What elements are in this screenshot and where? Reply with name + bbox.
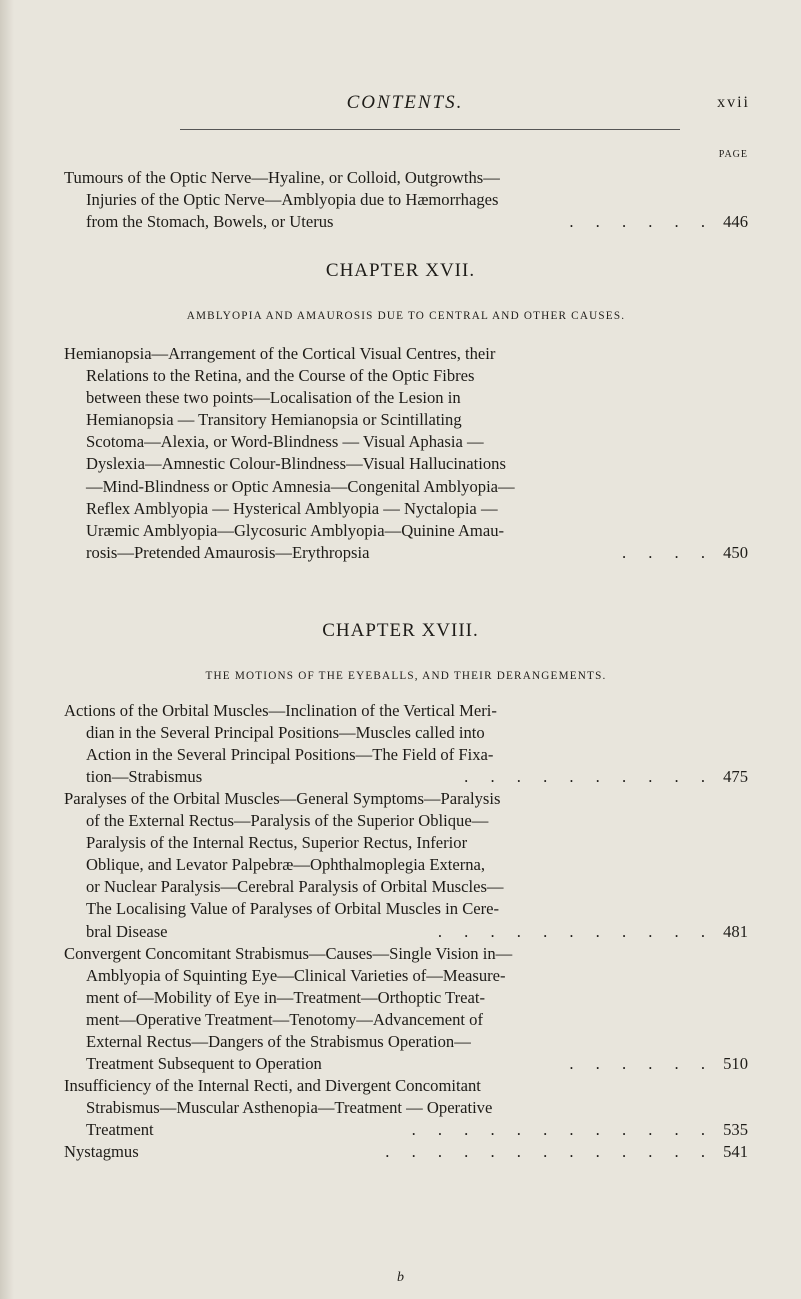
- entry-line: Paralysis of the Internal Rectus, Superior Rectus, Inferior: [86, 833, 468, 853]
- entry-line: The Localising Value of Paralyses of Orbital Muscles in Cere-: [86, 899, 500, 919]
- toc-entry: [64, 788, 748, 943]
- entry-line: Uræmic Amblyopia—Glycosuric Amblyopia—Quinine Amau-: [86, 520, 505, 540]
- entry-page-number: 510: [723, 1054, 748, 1074]
- running-header: [60, 92, 750, 116]
- leader-dots: . . . . . . . . . . . . .: [385, 1142, 714, 1161]
- entry-line: Scotoma—Alexia, or Word-Blindness — Visual Aphasia —: [86, 432, 484, 452]
- toc-entry: [64, 943, 748, 1076]
- chapter-heading: CHAPTER XVII.: [325, 260, 476, 281]
- toc-entry: [64, 1075, 748, 1141]
- entry-line: bral Disease . . . . . . . . . . . 481: [64, 921, 748, 943]
- entry-line: Reflex Amblyopia — Hysterical Amblyopia — Nyctalopia —: [86, 498, 498, 518]
- leader-dots: . . . . . . . . . . .: [437, 921, 714, 941]
- chapter-heading: CHAPTER XVIII.: [322, 620, 479, 641]
- entry-line: Treatment Subsequent to Operation . . . . . . 510: [64, 1053, 748, 1075]
- entry-line: Treatment . . . . . . . . . . . . 535: [64, 1119, 748, 1141]
- page-number: xvii: [717, 94, 750, 111]
- toc-entry: [64, 1141, 748, 1163]
- entry-line: External Rectus—Dangers of the Strabismus Operation—: [86, 1032, 471, 1052]
- leader-dots: . . . . . .: [569, 212, 714, 232]
- entry-line: ment—Operative Treatment—Tenotomy—Advancement of: [86, 1010, 483, 1030]
- entry-page-number: 535: [723, 1120, 748, 1140]
- book-spine-shadow: [0, 0, 14, 1299]
- entry-page-number: 450: [723, 542, 748, 562]
- entry-page-number: 541: [723, 1142, 748, 1161]
- header-rule: [180, 129, 680, 130]
- chapter-subtitle: AMBLYOPIA AND AMAUROSIS DUE TO CENTRAL AND OTHER CAUSES.: [186, 310, 626, 322]
- entry-line: Amblyopia of Squinting Eye—Clinical Varieties of—Measure-: [86, 966, 506, 986]
- entry-line: dian in the Several Principal Positions—Muscles called into: [86, 723, 485, 743]
- running-title: CONTENTS.: [346, 92, 464, 113]
- entry-line: ment of—Mobility of Eye in—Treatment—Orthoptic Treat-: [86, 988, 485, 1008]
- leader-dots: . . . . . . . . . .: [464, 767, 714, 787]
- entry-line: Hemianopsia—Arrangement of the Cortical Visual Centres, their: [64, 344, 496, 363]
- entry-line: Convergent Concomitant Strabismus—Causes—Single Vision in—: [64, 944, 513, 963]
- entry-line: Actions of the Orbital Muscles—Inclination of the Vertical Meri-: [64, 701, 497, 720]
- entry-page-number: 475: [723, 767, 748, 787]
- entry-line: —Mind-Blindness or Optic Amnesia—Congenital Amblyopia—: [86, 476, 515, 496]
- toc-entry: [64, 700, 748, 788]
- leader-dots: . . . . . .: [569, 1054, 714, 1074]
- page-column-label: PAGE: [718, 149, 748, 160]
- entry-line: Paralyses of the Orbital Muscles—General Symptoms—Paralysis: [64, 789, 501, 808]
- entry-line: rosis—Pretended Amaurosis—Erythropsia . . . . 450: [64, 542, 748, 564]
- entry-line: or Nuclear Paralysis—Cerebral Paralysis of Orbital Muscles—: [86, 877, 504, 897]
- entry-line: of the External Rectus—Paralysis of the Superior Oblique—: [86, 811, 489, 831]
- entry-line: Injuries of the Optic Nerve—Amblyopia due to Hæmorrhages: [86, 190, 499, 210]
- entry-line: Hemianopsia — Transitory Hemianopsia or Scintillating: [86, 410, 462, 430]
- entry-line: Action in the Several Principal Positions—The Field of Fixa-: [86, 745, 494, 765]
- leader-dots: . . . .: [621, 542, 714, 562]
- toc-entry: [64, 167, 748, 233]
- leader-dots: . . . . . . . . . . . .: [411, 1120, 714, 1140]
- toc-entry: [64, 343, 748, 564]
- signature-mark: b: [397, 1270, 404, 1285]
- entry-line: from the Stomach, Bowels, or Uterus . . . . . . 446: [64, 211, 748, 233]
- entry-line: Dyslexia—Amnestic Colour-Blindness—Visual Hallucinations: [86, 454, 506, 474]
- chapter-subtitle: THE MOTIONS OF THE EYEBALLS, AND THEIR DERANGEMENTS.: [205, 670, 607, 682]
- entry-line: between these two points—Localisation of the Lesion in: [86, 388, 461, 408]
- entry-line: Strabismus—Muscular Asthenopia—Treatment — Operative: [86, 1098, 493, 1118]
- entry-line: Oblique, and Levator Palpebræ—Ophthalmoplegia Externa,: [86, 855, 486, 875]
- entry-line: Tumours of the Optic Nerve—Hyaline, or Colloid, Outgrowths—: [64, 168, 500, 187]
- entry-line: Relations to the Retina, and the Course of the Optic Fibres: [86, 366, 475, 386]
- entry-page-number: 446: [723, 212, 748, 232]
- entry-line: Insufficiency of the Internal Recti, and Divergent Concomitant: [64, 1076, 481, 1095]
- entry-line: tion—Strabismus . . . . . . . . . . 475: [64, 766, 748, 788]
- entry-page-number: 481: [723, 921, 748, 941]
- entry-line: Nystagmus . . . . . . . . . . . . . 541: [64, 1141, 748, 1163]
